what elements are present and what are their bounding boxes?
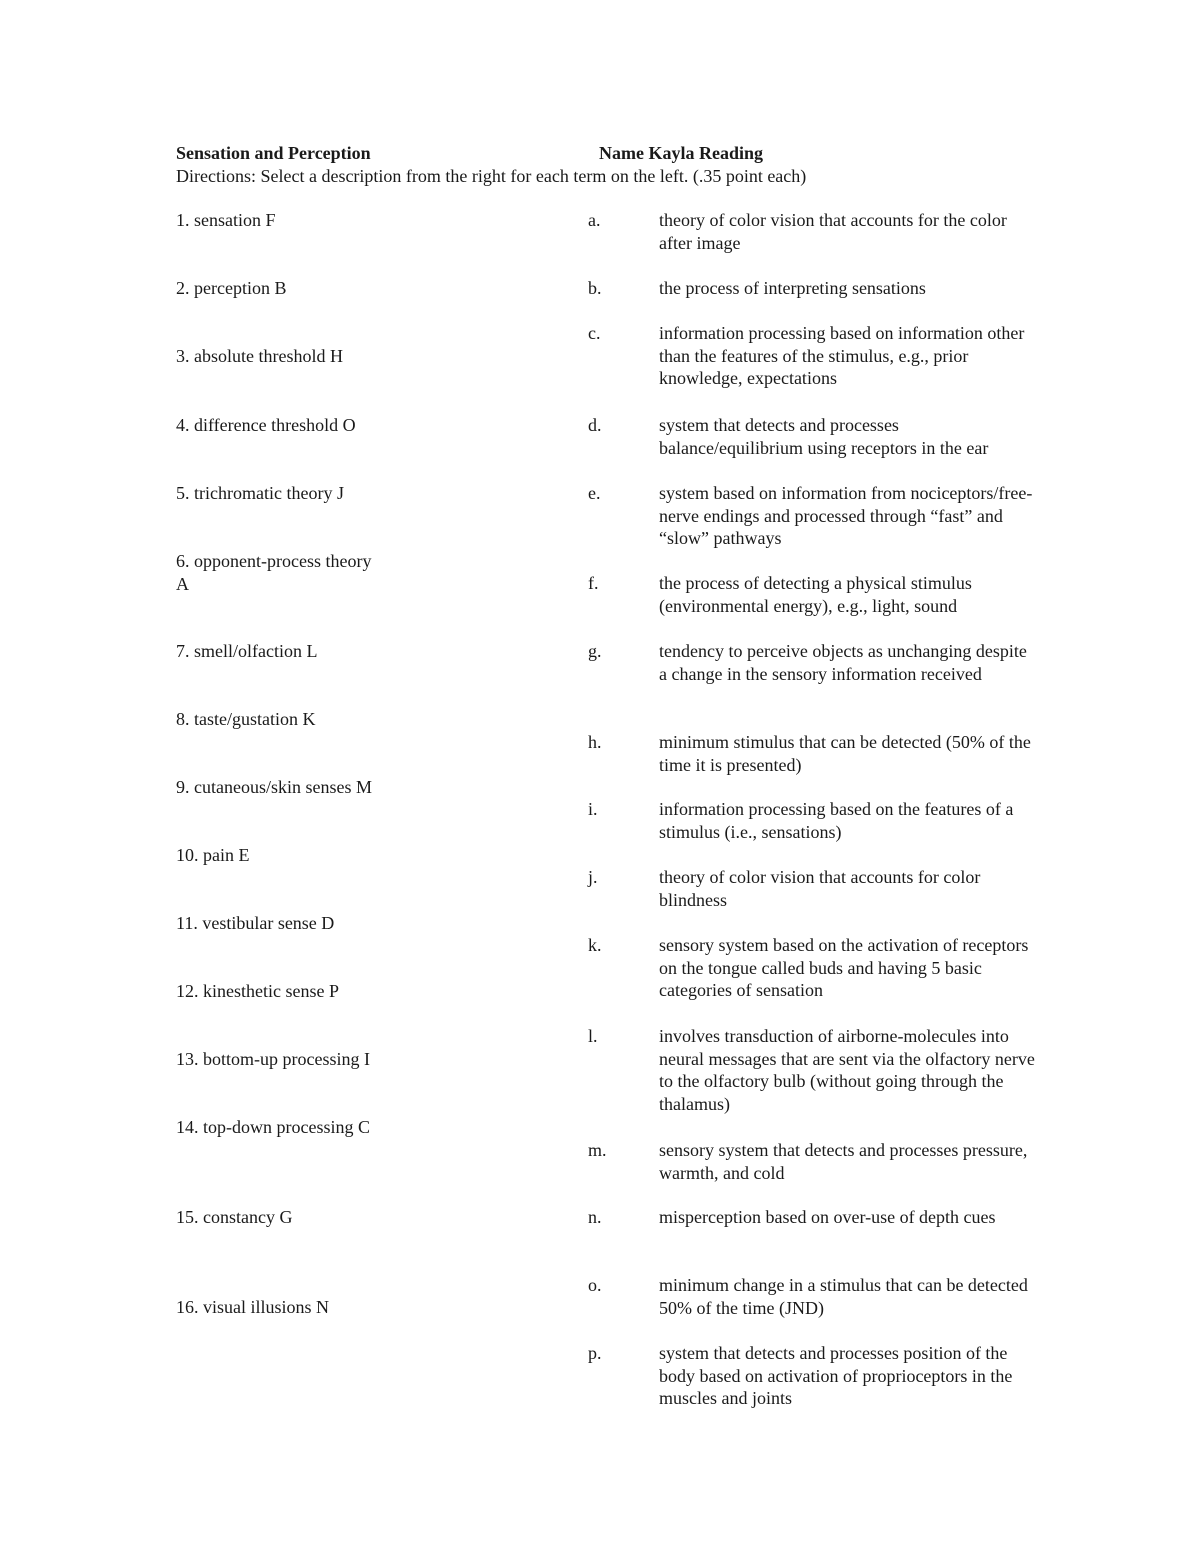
worksheet-title: Sensation and Perception — [176, 143, 371, 163]
desc-letter-b: b. — [588, 278, 602, 298]
desc-letter-k: k. — [588, 935, 602, 955]
desc-letter-g: g. — [588, 641, 602, 661]
desc-letter-f: f. — [588, 573, 599, 593]
desc-text-h: minimum stimulus that can be detected (50% of the time it is presented) — [659, 732, 1031, 775]
desc-letter-i: i. — [588, 799, 598, 819]
desc-letter-o: o. — [588, 1275, 602, 1295]
desc-letter-p: p. — [588, 1343, 602, 1363]
term-12: 12. kinesthetic sense P — [176, 981, 339, 1001]
term-5: 5. trichromatic theory J — [176, 483, 344, 503]
term-4: 4. difference threshold O — [176, 415, 356, 435]
student-name: Name Kayla Reading — [599, 143, 763, 163]
desc-text-m: sensory system that detects and processes pressure, warmth, and cold — [659, 1140, 1028, 1183]
desc-text-f: the process of detecting a physical stimulus (environmental energy), e.g., light, sound — [659, 573, 972, 616]
desc-text-k: sensory system based on the activation of receptors on the tongue called buds and having 5 basic categories of sensation — [659, 935, 1029, 1001]
term-13: 13. bottom-up processing I — [176, 1049, 370, 1069]
desc-letter-m: m. — [588, 1140, 607, 1160]
term-7: 7. smell/olfaction L — [176, 641, 318, 661]
desc-text-p: system that detects and processes position of the body based on activation of proprioceptors in the muscles and joints — [659, 1343, 1013, 1409]
term-3: 3. absolute threshold H — [176, 346, 343, 366]
desc-text-a: theory of color vision that accounts for the color after image — [659, 210, 1007, 253]
term-9: 9. cutaneous/skin senses M — [176, 777, 372, 797]
desc-text-j: theory of color vision that accounts for color blindness — [659, 867, 981, 910]
desc-text-n: misperception based on over-use of depth cues — [659, 1207, 996, 1227]
desc-text-l: involves transduction of airborne-molecules into neural messages that are sent via the olfactory nerve to the olfactory bulb (without going through the thalamus) — [659, 1026, 1035, 1114]
term-15: 15. constancy G — [176, 1207, 293, 1227]
desc-letter-a: a. — [588, 210, 601, 230]
term-14: 14. top-down processing C — [176, 1117, 370, 1137]
desc-text-c: information processing based on information other than the features of the stimulus, e.g., prior knowledge, expectations — [659, 323, 1025, 389]
desc-letter-h: h. — [588, 732, 602, 752]
desc-text-b: the process of interpreting sensations — [659, 278, 926, 298]
desc-letter-n: n. — [588, 1207, 602, 1227]
desc-text-o: minimum change in a stimulus that can be detected 50% of the time (JND) — [659, 1275, 1028, 1318]
desc-text-e: system based on information from nociceptors/free-nerve endings and processed through “fast” and “slow” pathways — [659, 483, 1033, 549]
desc-text-g: tendency to perceive objects as unchanging despite a change in the sensory information received — [659, 641, 1027, 684]
term-10: 10. pain E — [176, 845, 250, 865]
term-16: 16. visual illusions N — [176, 1297, 330, 1317]
directions: Directions: Select a description from the right for each term on the left. (.35 point each) — [176, 166, 807, 186]
term-2: 2. perception B — [176, 278, 287, 298]
term-6: 6. opponent-process theory — [176, 551, 372, 571]
desc-text-d: system that detects and processes balance/equilibrium using receptors in the ear — [659, 415, 989, 458]
desc-letter-j: j. — [588, 867, 598, 887]
term-11: 11. vestibular sense D — [176, 913, 335, 933]
term-1: 1. sensation F — [176, 210, 276, 230]
desc-letter-e: e. — [588, 483, 601, 503]
desc-letter-l: l. — [588, 1026, 598, 1046]
term-6-answer: A — [176, 574, 189, 594]
desc-letter-c: c. — [588, 323, 601, 343]
term-8: 8. taste/gustation K — [176, 709, 316, 729]
desc-text-i: information processing based on the features of a stimulus (i.e., sensations) — [659, 799, 1014, 842]
desc-letter-d: d. — [588, 415, 602, 435]
